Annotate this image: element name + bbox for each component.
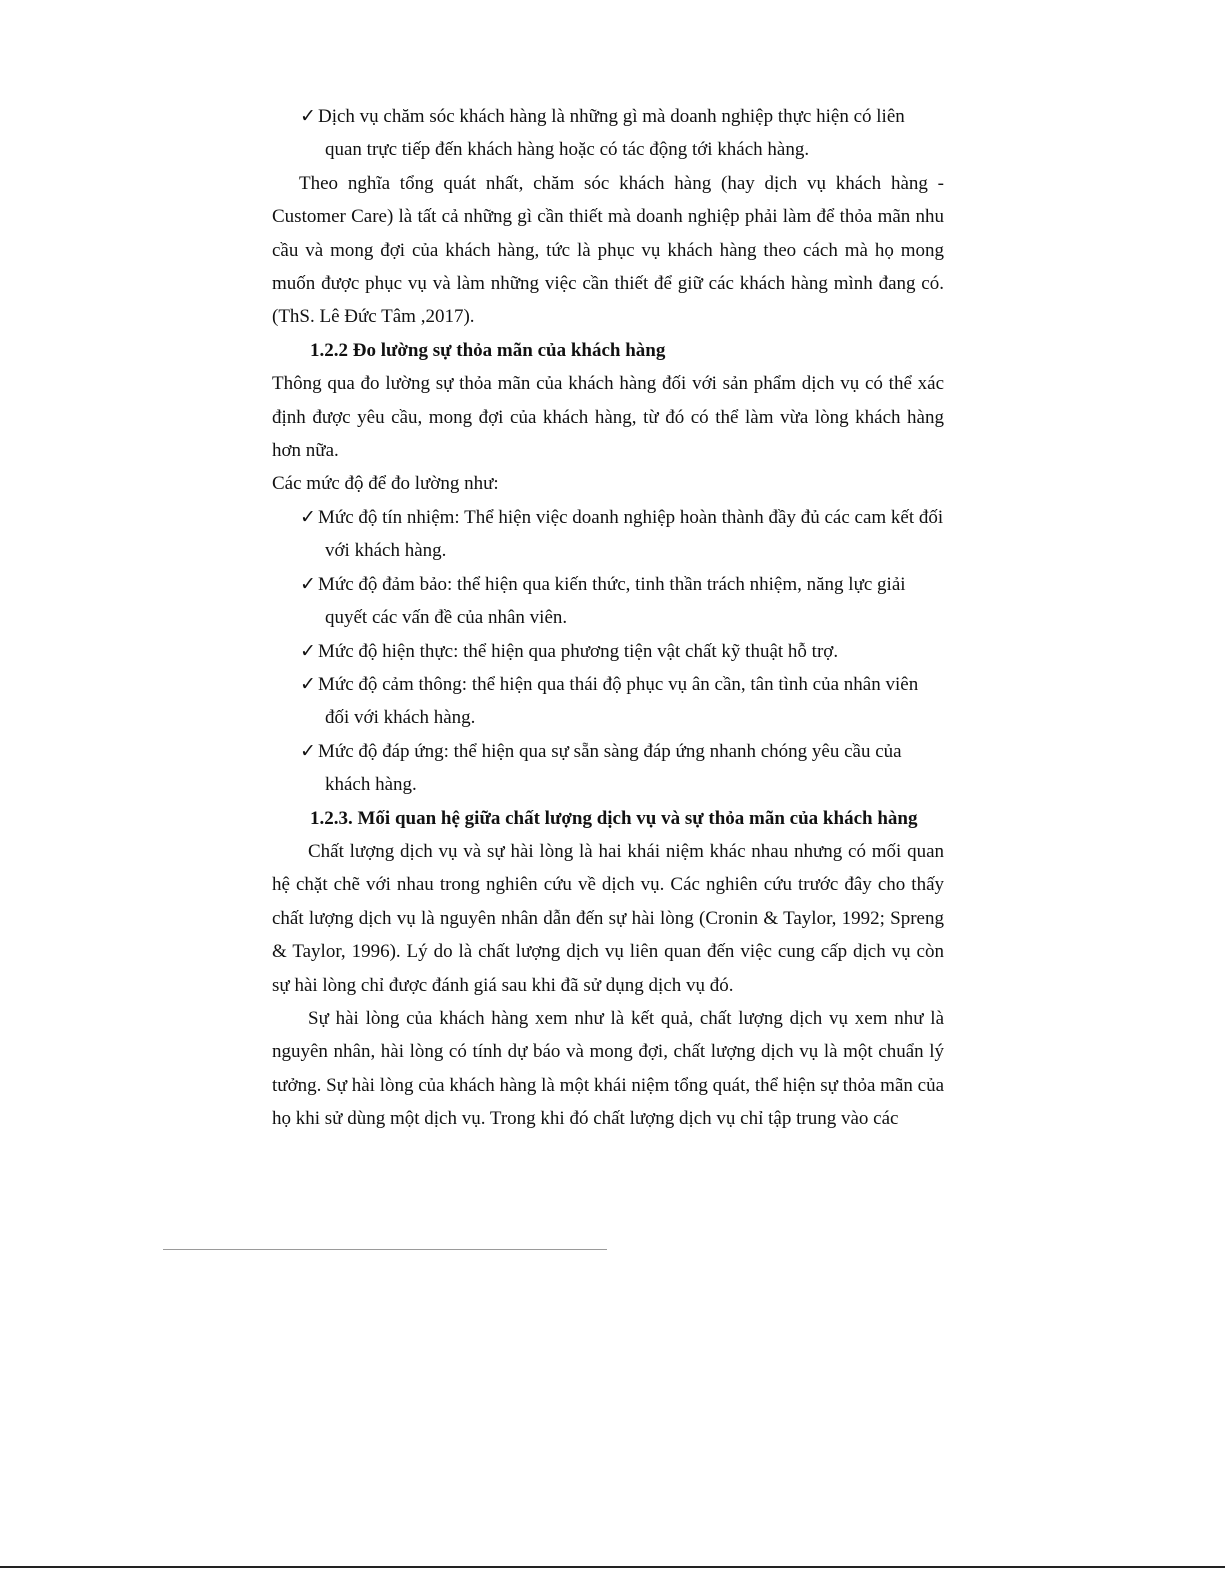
checkmark-icon: ✓: [300, 740, 316, 762]
body-paragraph: Thông qua đo lường sự thỏa mãn của khách hàng đối với sản phẩm dịch vụ có thể xác định được yêu cầu, mong đợi của khách hàng, từ đó có thể làm vừa lòng khách hàng hơn nữa.: [272, 373, 944, 462]
checkmark-icon: ✓: [300, 506, 316, 528]
bullet-text: Mức độ cảm thông: thể hiện qua thái độ phục vụ ân cần, tân tình của nhân viên đối với khách hàng.: [318, 673, 919, 729]
body-paragraph: Sự hài lòng của khách hàng xem như là kết quả, chất lượng dịch vụ xem như là nguyên nhân, hài lòng có tính dự báo và mong đợi, chất lượng dịch vụ là một chuẩn lý tưởng. Sự hài lòng của khách hàng là một khái niệm tổng quát, thể hiện sự thỏa mãn của họ khi sử dùng một dịch vụ. Trong khi đó chất lượng dịch vụ chỉ tập trung vào các: [272, 1007, 945, 1130]
document-body: [272, 100, 944, 1136]
bullet-text: Mức độ tín nhiệm: Thể hiện việc doanh nghiệp hoàn thành đầy đủ các cam kết đối với khách hàng.: [318, 506, 944, 562]
checkmark-icon: ✓: [300, 640, 316, 662]
bullet-text: Dịch vụ chăm sóc khách hàng là những gì mà doanh nghiệp thực hiện có liên quan trực tiếp đến khách hàng hoặc có tác động tới khách hàng.: [318, 106, 905, 161]
bullet-text: Mức độ hiện thực: thể hiện qua phương tiện vật chất kỹ thuật hỗ trợ.: [318, 640, 839, 662]
body-paragraph: Các mức độ để đo lường như:: [272, 473, 499, 495]
body-paragraph: Chất lượng dịch vụ và sự hài lòng là hai khái niệm khác nhau nhưng có mối quan hệ chặt chẽ với nhau trong nghiên cứu về dịch vụ. Các nghiên cứu trước đây cho thấy chất lượng dịch vụ là nguyên nhân dẫn đến sự hài lòng (Cronin & Taylor, 1992; Spreng & Taylor, 1996). Lý do là chất lượng dịch vụ liên quan đến việc cung cấp dịch vụ còn sự hài lòng chỉ được đánh giá sau khi đã sử dụng dịch vụ đó.: [272, 840, 944, 996]
bullet-item: [300, 635, 944, 668]
checkmark-icon: ✓: [300, 106, 316, 127]
section-heading: 1.2.2 Đo lường sự thỏa mãn của khách hàng: [310, 339, 666, 361]
body-paragraph: Theo nghĩa tổng quát nhất, chăm sóc khách hàng (hay dịch vụ khách hàng - Customer Care) là tất cả những gì cần thiết mà doanh nghiệp phải làm để thỏa mãn nhu cầu và mong đợi của khách hàng, tức là phục vụ khách hàng theo cách mà họ mong muốn được phục vụ và làm những việc cần thiết để giữ các khách hàng mình đang có. (ThS. Lê Đức Tâm ,2017).: [272, 172, 944, 328]
footnote-separator: [163, 1249, 607, 1250]
bullet-item: [300, 100, 944, 167]
bullet-text: Mức độ đảm bảo: thể hiện qua kiến thức, tinh thần trách nhiệm, năng lực giải quyết các vấn đề của nhân viên.: [318, 573, 906, 629]
bullet-text: Mức độ đáp ứng: thể hiện qua sự sẵn sàng đáp ứng nhanh chóng yêu cầu của khách hàng.: [318, 740, 902, 796]
bullet-item: [300, 735, 944, 802]
checkmark-icon: ✓: [300, 673, 316, 695]
checkmark-icon: ✓: [300, 573, 316, 595]
bullet-item: [300, 668, 944, 735]
bullet-item: [300, 501, 944, 568]
bullet-item: [300, 568, 944, 635]
section-heading: 1.2.3. Mối quan hệ giữa chất lượng dịch vụ và sự thỏa mãn của khách hàng: [310, 807, 918, 829]
page-bottom-border: [0, 1566, 1225, 1568]
